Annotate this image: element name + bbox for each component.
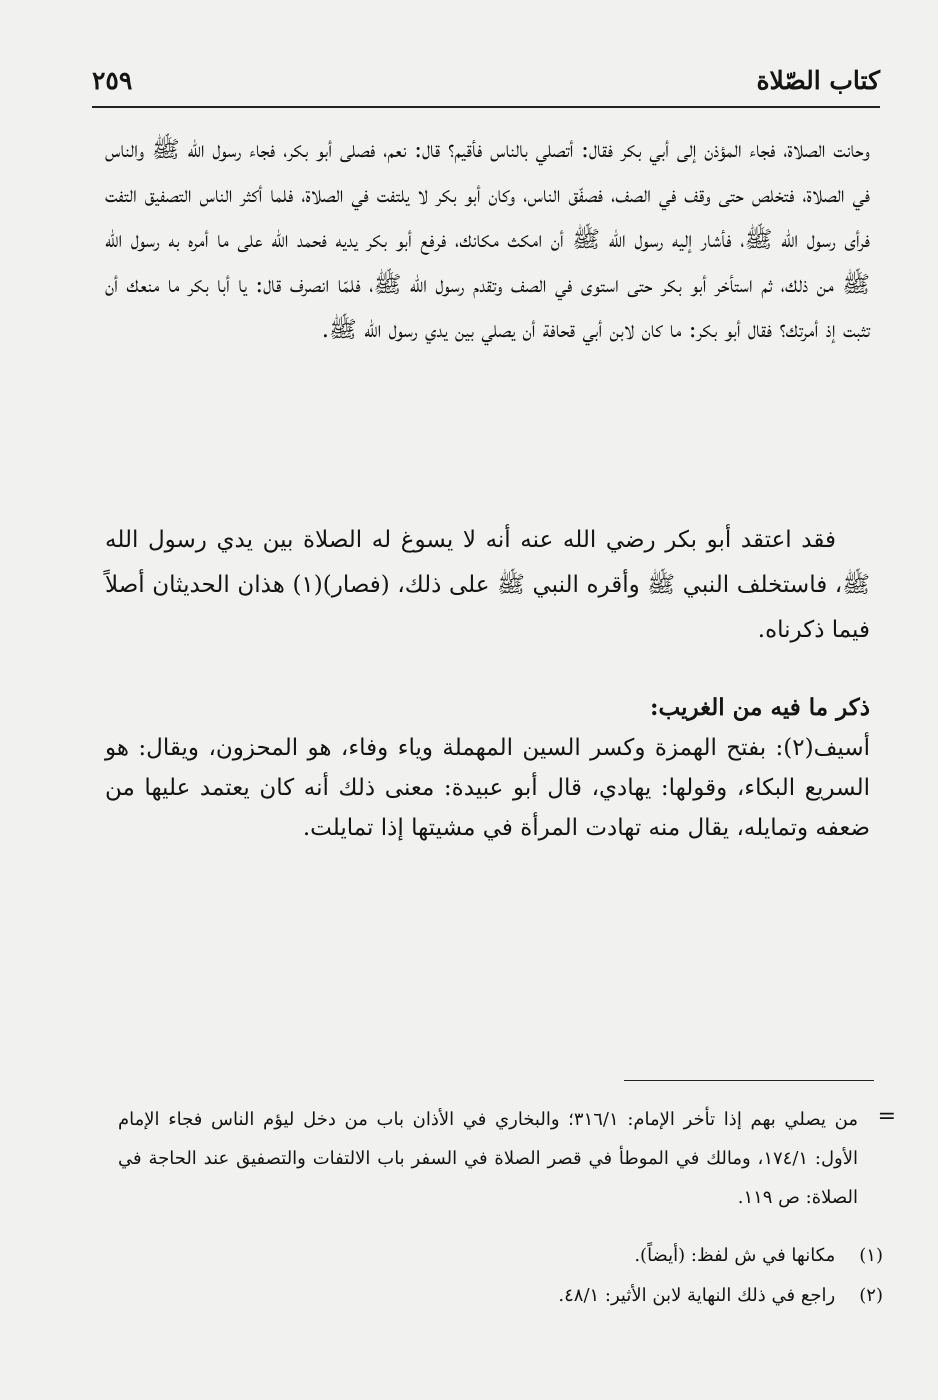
body-paragraph-hadith: وحانت الصلاة، فجاء المؤذن إلى أبي بكر فقال: أتصلي بالناس فأقيم؟ قال: نعم، فصلى أبو بكر، فجاء رسول الله ﷺ والناس في الصلاة، فتخلص حتى وقف في الصف، فصفّق الناس، وكان أبو بكر لا يلتفت في الصلاة، فلما أكثر الناس التصفيق التفت فرأى رسول الله ﷺ، فأشار إليه رسول الله ﷺ أن امكث مكانك، فرفع أبو بكر يديه فحمد الله على ما أمره به رسول الله ﷺ من ذلك، ثم استأخر أبو بكر حتى استوى في الصف وتقدم رسول الله ﷺ، فلمّا انصرف قال: يا أبا بكر ما منعك أن تثبت إذ أمرتك؟ فقال أبو بكر: ما كان لابن أبي قحافة أن يصلي بين يدي رسول الله ﷺ. xyxy=(105,137,870,343)
footnote-text: راجع في ذلك النهاية لابن الأثير: ٤٨/١. xyxy=(558,1285,836,1306)
gharib-paragraph: أسيف(٢): بفتح الهمزة وكسر السين المهملة وياء وفاء، هو المحزون، ويقال: هو السريع البكاء، وقولها: يهادي، قال أبو عبيدة: معنى ذلك أنه كان يعتمد عليها من ضعفه وتمايله، يقال منه تهادت المرأة في مشيتها إذا تمايلت. xyxy=(105,735,870,841)
chapter-title: كتاب الصّلاة xyxy=(756,66,880,95)
footnote-rule xyxy=(624,1080,874,1081)
footnote-continuation-mark: = xyxy=(877,1104,896,1129)
section-heading-gharib: ذكر ما فيه من الغريب: xyxy=(650,694,870,721)
running-header xyxy=(92,66,880,100)
footnote-list xyxy=(118,1236,883,1316)
header-rule xyxy=(92,106,880,108)
footnote-text: مكانها في ش لفظ: (أيضاً). xyxy=(634,1245,836,1266)
footnote-number: (١) xyxy=(859,1245,883,1266)
footnote-item xyxy=(118,1276,883,1316)
page-number: ٢٥٩ xyxy=(92,66,133,95)
footnote-item xyxy=(118,1236,883,1276)
footnote-number: (٢) xyxy=(859,1285,883,1306)
body-paragraph-commentary: فقد اعتقد أبو بكر رضي الله عنه أنه لا يسوغ له الصلاة بين يدي رسول الله ﷺ، فاستخلف النبي ﷺ وأقره النبي ﷺ على ذلك، (فصار)(١) هذان الحديثان أصلاً فيما ذكرناه. xyxy=(105,527,870,643)
footnote-continuation: من يصلي بهم إذا تأخر الإمام: ٣١٦/١؛ والبخاري في الأذان باب من دخل ليؤم الناس فجاء الإمام الأول: ١٧٤/١، ومالك في الموطأ في قصر الصلاة في السفر باب الالتفات والتصفيق عند الحاجة في الصلاة: ص ١١٩. xyxy=(118,1109,859,1208)
